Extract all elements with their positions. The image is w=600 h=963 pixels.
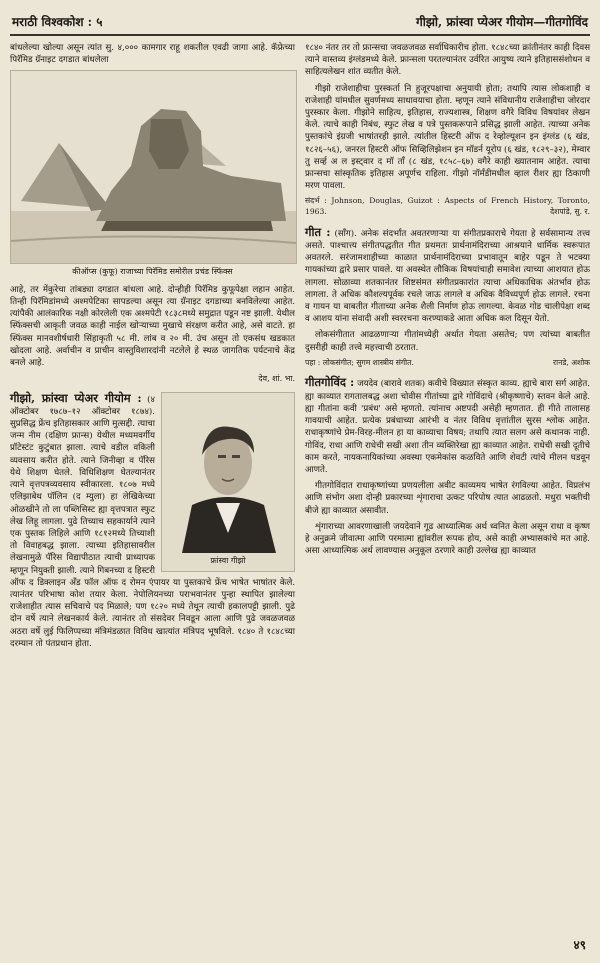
left-column [10, 42, 295, 654]
geetgovind-entry [305, 374, 590, 476]
portrait-figure [161, 392, 295, 572]
author-signature: देव, शां. भा. [258, 374, 295, 384]
page-number: ४९ [573, 938, 586, 952]
intro-paragraph: बांधलेल्या खोल्या असून त्यांत सु. ४,००० कामगार राहू शकतील एवढी जागा आहे. कॅफ्रेच्या पिरॅमिड ग्रॅनाइट दगडात बांधलेला [10, 43, 295, 66]
figure-caption: कीऑप्स (कुफू) राजाच्या पिरॅमिड समोरील प्रचंड स्फिंक्स [72, 267, 233, 277]
guizot-entry [10, 390, 295, 650]
guizot-continuation: १८४० नंतर तर तो फ्रान्सचा जवळजवळ सर्वाधिकारीच होता. १८४८च्या क्रांतीनंतर काही दिवस त्याने वास्तव्य इंग्लंडमध्ये केले. फ्रान्सला परतल्यानंतर उर्वरित आयुष्य त्याने इतिहाससंशोधन व साहित्यलेखन शांत व्यतीत केले. [305, 43, 590, 78]
sphinx-figure [10, 70, 297, 264]
reference-text: Johnson, Douglas, Guizot : Aspects of French History, Toronto, 1963. [305, 196, 590, 217]
reference-signature: देशपांडे, सु. र. [550, 207, 590, 217]
entry-heading: गीझो, फ्रांस्वा प्येअर गीयोम : [10, 390, 142, 405]
geetgovind-paragraph-2: गीतगोविंदात राधाकृष्णांच्या प्रणयलीला अवीट काव्यमय भाषेत रंगविल्या आहेत. विप्रलंभ आणि संभोग अशा दोन्ही प्रकारच्या शृंगाराचा उत्कट परिपोष त्यात आढळतो. मधुरा भक्तीची बीजे ह्या काव्यात असावीत. [305, 481, 590, 516]
portrait-caption: फ्रांस्वा गीझो [210, 556, 246, 566]
columns [10, 42, 590, 654]
entry-heading: गीत : [305, 224, 331, 239]
header-right: गीझो, फ्रांस्वा प्येअर गीयोम—गीतगोविंद [415, 14, 588, 29]
geetgovind-paragraph-3: शृंगाराच्या आवरणाखाली जयदेवाने गूढ आध्यात्मिक अर्थ ध्वनित केला असून राधा व कृष्ण हे अनुक्रमे जीवात्मा आणि परमात्मा ह्यांवरील रूपक होय, असे काही अभ्यासकांचे मत आहे. असा आध्यात्मिक अर्थ लावण्यास अनुकूल ठरणारे काही उल्लेख ह्या काव्यात [305, 521, 590, 557]
author-signature: रानडे, अशोक [553, 357, 590, 367]
reference-label: संदर्भ : [305, 196, 327, 206]
running-header [10, 8, 590, 36]
entry-text: (साँग). अनेक संदर्भांत अवतरणाऱ्या या संगीतप्रकाराचे गेयता हे सर्वसामान्य तत्त्व असते. पाश्चात्त्य संगीतपद्धतीत गीत प्रथमतः प्रार्थनामंदिराच्या आश्रयाने धार्मिक स्वरूपात अवतरले. सरंजामशाहीच्या काळात प्रार्थनामंदिराच्या प्रभावातून बाहेर पडून ते भटक्या गायकांच्या द्वारे प्रसार पावले. या अवस्थेत लौकिक विषयांचाही समावेश त्याच्या आशयात होऊ लागला. सोळाव्या शतकानंतर शिष्टसंमत संगीतप्रकारांत त्याचा अधिकाधिक अंतर्भाव होऊ लागला. ते अधिक कौशल्यपूर्वक रचले जाऊ लागले व अधिक वैविध्यपूर्ण होऊ लागले. रचना व गायन या बाबतीत गीताच्या अनेक शैली निर्माण होऊ लागल्या. केवळ गोड चालीपेक्षा शब्द व आशय यांना संवादी अशी स्वररचना करण्याकडे आता अधिक कल दिसून येतो. [305, 228, 590, 325]
guizot-paragraph-2: गीझो राजेशाहीचा पुरस्कर्ता नि हुजूरपक्षाचा अनुयायी होता; तथापि त्यास लोकशाही व राजेशाही यांमधील सुवर्णमध्य साधावयाचा होता. म्हणून त्याने संविधानीय राजेशाहीचा जोरदार पुरस्कार केला. गीझोने साहित्य, इतिहास, राज्यशास्त्र, शिक्षण वगैरे विविध विषयांवर लेखन केले. त्याचे काही निबंध, स्फुट लेख व पत्रे पुस्तकरूपाने प्रसिद्ध झाली आहेत. त्याच्या अनेक पुस्तकांचे इंग्रजी भाषांतरही झाले. त्यांतील हिस्टरी ऑफ द रेव्होल्यूशन इन इंग्लंड (६ खंड, १८२६–५६), जनरल हिस्टरी ऑफ सिव्हिलिझेशन इन मॉडर्न यूरोप (६ खंड, १८२९–३२), मेम्वार तु सर्व्ह अ ल इस्ट्वार द मॉ ताँ (८ खंड, १८५८–६७) वगैरे काही ख्यातनाम आहेत. त्याचा फ्रान्सचा सांस्कृतिक इतिहास अपूर्णच राहिला. गीझो नॉर्मंडीमधील व्हाल रीशर ह्या ठिकाणी मरण पावला. [305, 83, 590, 192]
entry-heading: गीतगोविंद : [305, 375, 355, 390]
geet-entry [305, 224, 590, 326]
sphinx-paragraph: आहे, तर मेंकुरेचा तांबड्या दगडात बांधला आहे. दोन्हीही पिरॅमिड कुफूपेक्षा लहान आहेत. तिन्ही पिरॅमिडांमध्ये अश्मपेटिका सापडल्या असून त्या ग्रॅनाइट दगडाच्या बनविलेल्या आहेत. त्यांपैकी आलंकारिक नक्षी कोरलेली एक अश्मपेटी १८३८मध्ये समुद्रात पडून नष्ट झाली. येथील स्फिंक्सची आकृती जवळ काही नाईल खोऱ्याच्या मुखाचे संरक्षण करीत आहे, असे वाटते. हा स्फिंक्स मानवशीर्षधारी सिंहाकृती ५८ मी. लांब व २० मी. उंच असून तो एकसंध खडकात खोदला आहे. अर्वाचीन व प्राचीन वास्तुविशारदांनी नटलेले हे स्थळ जागतिक पर्यटनाचे केंद्र बनले आहे. [10, 284, 295, 368]
entry-text: (४ ऑक्टोबर १७८७–१२ ऑक्टोबर १८७४). सुप्रसिद्ध फ्रेंच इतिहासकार आणि मुत्सद्दी. त्याचा जन्म नीम (दक्षिण फ्रान्स) येथील मध्यमवर्गीय प्रॉटेस्टंट कुटुंबात झाला. त्याचे वडील वकिली व्यवसाय करीत होते. त्याने जिनीव्हा व पॅरिस येथे शिक्षण घेतले. विधिशिक्षण घेतल्यानंतर त्याने वृत्तपत्रव्यवसाय स्वीकारला. १८०७ मध्ये एलिझाबेथ पॉलिन (द म्युला) हा लेखिकेच्या ओळखीने तो ला पब्लिसिस्ट ह्या वृत्तपत्रात स्फुट लेख लिहू लागला. पुढे तिच्याच सहकार्याने त्याने एक पुस्तक लिहिले आणि १८१२मध्ये तिच्याशी तो विवाहबद्ध झाला. त्याच्या इतिहासावरील लेखनामुळे पॅरिस विद्यापीठात त्याची प्राध्यापक म्हणून नियुक्ती झाली. त्याने गिबनच्या द हिस्टरी ऑफ द डिक्लाइन अँड फॉल ऑफ द रोमन एंपायर या पुस्तकाचे फ्रेंच भाषेत भाषांतर केले. त्यानंतर परिभाषा कोश तयार केला. नेपोलियनच्या पराभवानंतर पुन्हा स्थापित झालेल्या राजेशाहीत त्यास सचिवाचे पद मिळाले; पण १८२० मध्ये तेथून त्याची हकालपट्टी झाली. पुढे दोन वर्षे त्याने लेखनकार्य केले. त्यानंतर तो संसदेवर निवडून आला आणि पुढे जवळजवळ अठरा वर्षे लुई फिलिप्पच्या मंत्रिमंडळात विविध खात्यांत मंत्रिपद भूषविले. १८४० ते १८४८च्या दरम्यान तो पंतप्रधान होता. [10, 394, 295, 649]
geet-paragraph-2: लोकसंगीतात आढळणाऱ्या गीतांमध्येही अर्थात गेयता असतेच; पण त्यांच्या बाबतीत दुसरीही काही तत्त्वे महत्त्वाची ठरतात. [305, 330, 590, 353]
header-left: मराठी विश्वकोश : ५ [12, 14, 103, 29]
entry-text: जयदेव (बारावे शतक) कवीचे विख्यात संस्कृत काव्य. ह्याचे बारा सर्ग आहेत. ह्या काव्यात रागतालबद्ध अशा चोवीस गीतांच्या द्वारे गोविंदाचे (श्रीकृष्णाचे) स्तवन केले आहे. ह्या गीतांना कवी 'प्रबंध' असे म्हणतो. त्यांनाच अष्टपदी असेही म्हणतात. ही गीते तालासह गावयाची आहेत. प्रत्येक प्रबंधाच्या आरंभी व नंतर विविध वृत्तांतील सुरस श्लोक आहेत. राधाकृष्णांचे प्रेम-विरह-मीलन हा या काव्याचा विषय; तथापि त्यात सलग असे कथानक नाही. गोविंद, राधा आणि राधेची सखी अशा तीन व्यक्तिरेखा ह्या काव्यात आहेत. राधेची सखी दूतीचे काम करते, नायकनायिकांच्या अवस्था एकमेकांस कळविते आणि शेवटी त्यांचे मीलन घडवून आणते. [305, 379, 590, 476]
sphinx-illustration [11, 71, 296, 263]
reference [305, 196, 590, 217]
right-column [305, 42, 590, 654]
portrait-illustration [162, 393, 294, 553]
see-also [305, 358, 590, 369]
see-also-text: पहा : लोकसंगीत; सुगम शास्त्रीय संगीत. [305, 357, 414, 367]
